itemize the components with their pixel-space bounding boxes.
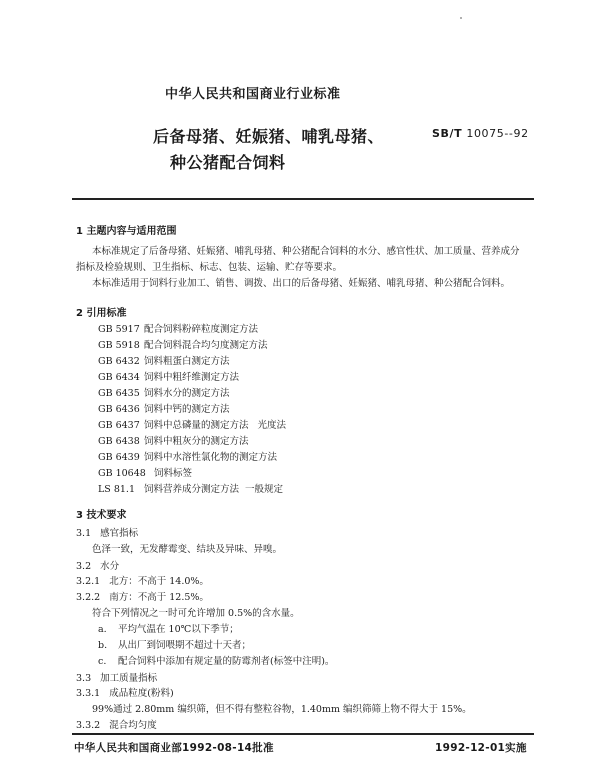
condition-item xyxy=(98,640,251,652)
reference-code: GB 5917 xyxy=(98,324,140,335)
section-1-heading: 1 主题内容与适用范围 xyxy=(76,226,177,237)
reference-item xyxy=(98,404,230,416)
reference-code: GB 6432 xyxy=(98,356,140,367)
reference-code: GB 6439 xyxy=(98,452,140,463)
section-3-3-1-heading: 3.3.1 成品粒度(粉料) xyxy=(76,688,174,699)
section-3-heading: 3 技术要求 xyxy=(76,510,127,521)
section-3-2-2-text: 3.2.2 南方：不高于 12.5%。 xyxy=(76,592,209,603)
reference-title: 饲料标签 xyxy=(154,468,193,479)
standard-code xyxy=(432,127,529,140)
reference-title: 配合饲料混合均匀度测定方法 xyxy=(144,340,268,351)
section-3-3-2-heading: 3.3.2 混合均匀度 xyxy=(76,720,157,731)
footer-divider xyxy=(72,733,534,735)
reference-item xyxy=(98,452,277,464)
reference-code: GB 10648 xyxy=(98,468,146,479)
header-divider xyxy=(72,198,534,200)
condition-mark: a. xyxy=(98,624,107,635)
reference-title: 饲料中粗灰分的测定方法 xyxy=(144,436,249,447)
section-3-2-heading: 3.2 水分 xyxy=(76,561,120,572)
reference-item xyxy=(98,324,258,336)
approval-date: 中华人民共和国商业部1992-08-14批准 xyxy=(74,742,274,754)
section-3-2-1-text: 3.2.1 北方：不高于 14.0%。 xyxy=(76,576,209,587)
scan-speck xyxy=(460,17,462,19)
reference-title: 饲料营养成分测定方法 一般规定 xyxy=(144,484,284,495)
section-1-paragraph-1-line-1: 本标准规定了后备母猪、妊娠猪、哺乳母猪、种公猪配合饲料的水分、感官性状、加工质量、营养成分 xyxy=(92,246,520,257)
reference-title: 饲料中粗纤维测定方法 xyxy=(144,372,240,383)
section-3-1-text: 色泽一致，无发酵霉变、结块及异味、异嗅。 xyxy=(92,544,283,555)
reference-title: 配合饲料粉碎粒度测定方法 xyxy=(144,324,259,335)
reference-code: LS 81.1 xyxy=(98,484,135,495)
reference-code: GB 6437 xyxy=(98,420,140,431)
reference-item xyxy=(98,436,249,448)
condition-item xyxy=(98,656,334,668)
issuing-organization: 中华人民共和国商业行业标准 xyxy=(165,87,341,102)
section-3-3-1-text: 99%通过 2.80mm 编织筛，但不得有整粒谷物，1.40mm 编织筛筛上物不得大于 15%。 xyxy=(92,704,472,715)
section-3-3-heading: 3.3 加工质量指标 xyxy=(76,673,158,684)
section-3-2-condition-intro: 符合下列情况之一时可允许增加 0.5%的含水量。 xyxy=(92,608,300,619)
condition-mark: c. xyxy=(98,656,107,667)
reference-item xyxy=(98,388,230,400)
reference-title: 饲料水分的测定方法 xyxy=(144,388,230,399)
reference-code: GB 6436 xyxy=(98,404,140,415)
reference-code: GB 6438 xyxy=(98,436,140,447)
effective-date: 1992-12-01实施 xyxy=(435,742,527,754)
reference-item xyxy=(98,340,268,352)
standard-code-number: 10075--92 xyxy=(466,127,529,140)
condition-mark: b. xyxy=(98,640,108,651)
standard-code-prefix: SB/T xyxy=(432,127,463,140)
section-3-1-heading: 3.1 感官指标 xyxy=(76,528,139,539)
section-1-paragraph-2: 本标准适用于饲料行业加工、销售、调拨、出口的后备母猪、妊娠猪、哺乳母猪、种公猪配合饲料。 xyxy=(92,278,511,289)
condition-item xyxy=(98,624,239,636)
reference-item xyxy=(98,484,283,496)
reference-title: 饲料粗蛋白测定方法 xyxy=(144,356,230,367)
reference-item xyxy=(98,420,286,432)
section-2-heading: 2 引用标准 xyxy=(76,308,127,319)
reference-title: 饲料中水溶性氯化物的测定方法 xyxy=(144,452,278,463)
reference-item xyxy=(98,372,239,384)
reference-title: 饲料中钙的测定方法 xyxy=(144,404,230,415)
reference-code: GB 5918 xyxy=(98,340,140,351)
document-title-line-2: 种公猪配合饲料 xyxy=(170,153,286,172)
reference-title: 饲料中总磷量的测定方法 光度法 xyxy=(144,420,287,431)
reference-item xyxy=(98,468,192,480)
condition-text: 配合饲料中添加有规定量的防霉剂者(标签中注明)。 xyxy=(118,656,335,667)
reference-code: GB 6434 xyxy=(98,372,140,383)
reference-item xyxy=(98,356,230,368)
reference-code: GB 6435 xyxy=(98,388,140,399)
condition-text: 平均气温在 10℃以下季节； xyxy=(118,624,239,635)
section-1-paragraph-1-line-2: 指标及检验规则、卫生指标、标志、包装、运输、贮存等要求。 xyxy=(76,262,343,273)
condition-text: 从出厂到饲喂期不超过十天者； xyxy=(118,640,252,651)
document-title-line-1: 后备母猪、妊娠猪、哺乳母猪、 xyxy=(153,127,385,146)
